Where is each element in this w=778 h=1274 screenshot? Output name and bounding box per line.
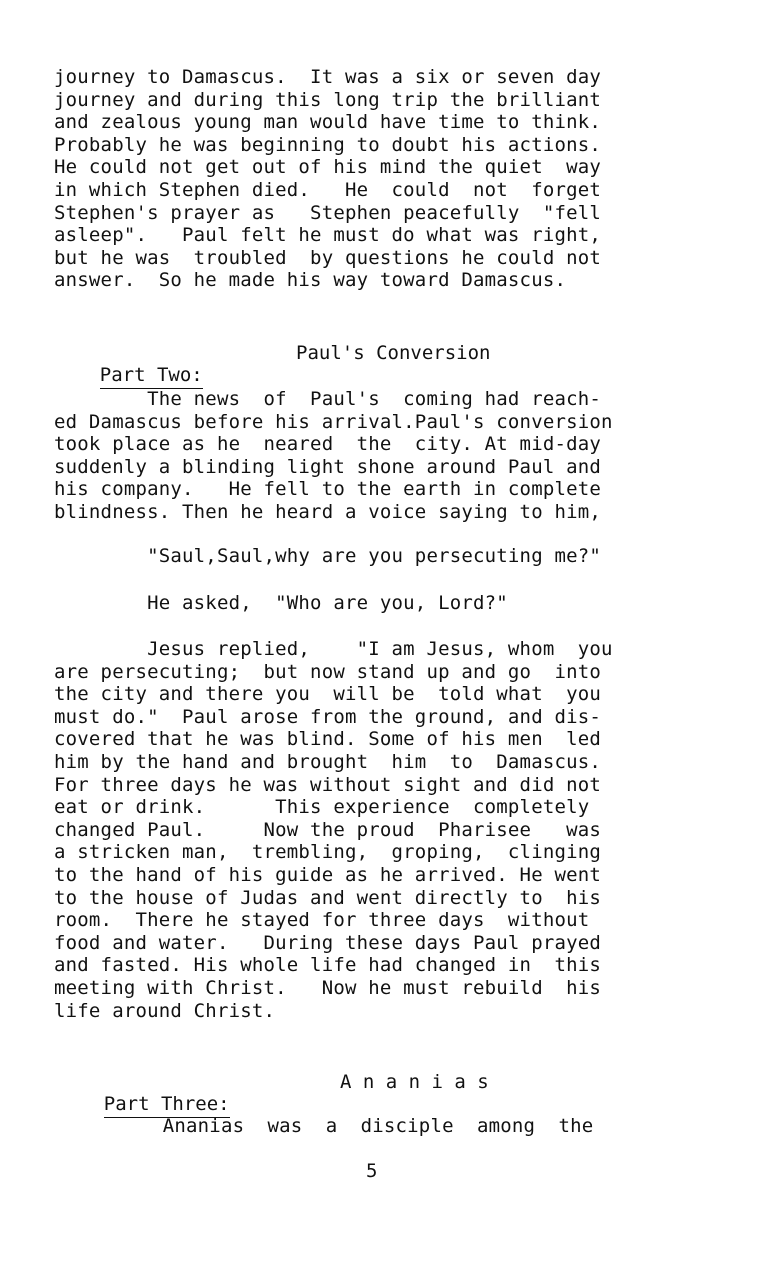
page-number: 5	[366, 1160, 378, 1182]
part-two-paragraph-1: The news of Paul's coming had reach- ed Damascus before his arrival.Paul's conversion took place as he neared the city. At mid-day suddenly a blinding light shone around Paul and his company. He fell to the earth in complete blindness. Then he heard a voice saying to him,	[54, 388, 613, 523]
part-two-title: Paul's Conversion	[296, 342, 491, 364]
part-three-title: A n a n i a s	[340, 1071, 489, 1093]
intro-paragraph: journey to Damascus. It was a six or seven day journey and during this long trip the brilliant and zealous young man would have time to think. Probably he was beginning to doubt his actions. He could not get out of his mind the quiet way in which Stephen died. He could not forget Stephen's prayer as Stephen peacefully "fell asleep". Paul felt he must do what was right, but he was troubled by questions he could not answer. So he made his way toward Damascus.	[54, 66, 602, 292]
part-three-paragraph-1: Ananias was a disciple among the	[58, 1115, 594, 1137]
part-two-label: Part Two:	[100, 364, 203, 389]
part-two-quote: "Saul,Saul,why are you persecuting me?"	[54, 545, 602, 567]
part-two-question: He asked, "Who are you, Lord?"	[54, 592, 508, 614]
part-two-paragraph-2: Jesus replied, "I am Jesus, whom you are persecuting; but now stand up and go into the city and there you will be told what you must do." Paul arose from the ground, and dis- covered that he was blind. Some of his men led him by the hand and brought him to Damascus. For three days he was without sight and did not eat or drink. This experience completely changed Paul. Now the proud Pharisee was a stricken man, trembling, groping, clinging to the hand of his guide as he arrived. He went to the house of Judas and went directly to his room. There he stayed for three days without food and water. During these days Paul prayed and fasted. His whole life had changed in this meeting with Christ. Now he must rebuild his life around Christ.	[54, 638, 613, 1022]
part-three-label: Part Three:	[104, 1093, 230, 1118]
